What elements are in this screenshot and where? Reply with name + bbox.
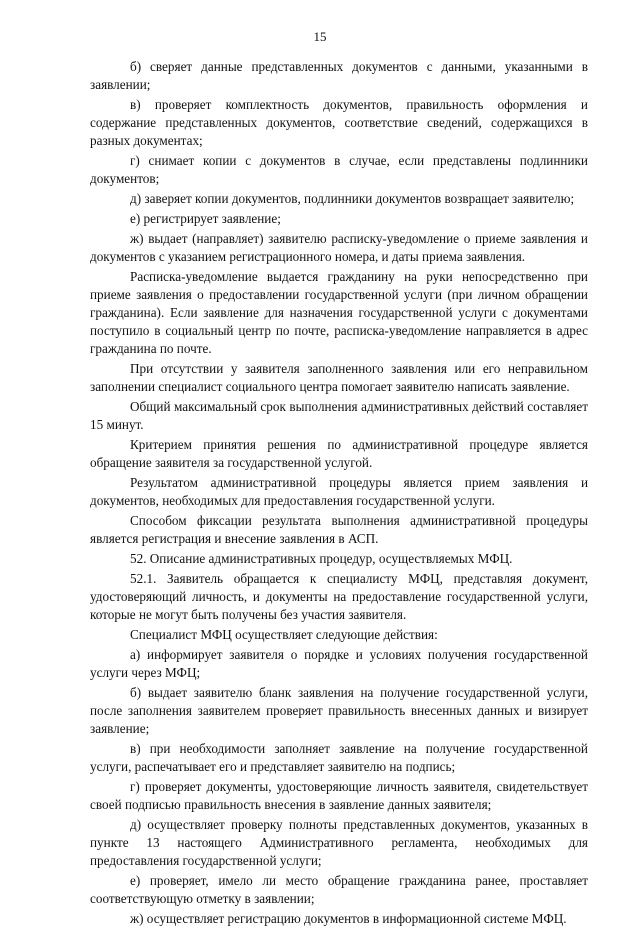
page-number: 15: [313, 29, 327, 44]
paragraph: е) регистрирует заявление;: [130, 211, 281, 226]
document-body: [90, 58, 588, 930]
paragraph: Общий максимальный срок выполнения административных действий составляет 15 минут.: [90, 399, 588, 432]
paragraph: д) заверяет копии документов, подлинники документов возвращает заявителю;: [130, 191, 575, 206]
paragraph: в) при необходимости заполняет заявление на получение государственной услуги, распечатывает его и представляет заявителю на подпись;: [90, 741, 588, 774]
paragraph: Критерием принятия решения по административной процедуре является обращение заявителя за государственной услугой.: [90, 437, 588, 470]
paragraph: 52. Описание административных процедур, осуществляемых МФЦ.: [130, 551, 513, 566]
paragraph: г) проверяет документы, удостоверяющие личность заявителя, свидетельствует своей подписью правильность внесения в заявление данных заявителя;: [90, 779, 588, 812]
paragraph: Способом фиксации результата выполнения административной процедуры является регистрация и внесение заявления в АСП.: [90, 513, 588, 546]
paragraph: е) проверяет, имело ли место обращение гражданина ранее, проставляет соответствующую отметку в заявлении;: [90, 873, 588, 906]
paragraph: Расписка-уведомление выдается гражданину на руки непосредственно при приеме заявления о предоставлении государственной услуги (при личном обращении гражданина). Если заявление для назначения государственной услуги с документами поступило в социальный центр по почте, расписка-уведомление направляется в адрес гражданина по почте.: [90, 269, 588, 356]
paragraph: д) осуществляет проверку полноты представленных документов, указанных в пункте 13 настоящего Административного регламента, необходимых для предоставления государственной услуги;: [90, 817, 588, 868]
paragraph: в) проверяет комплектность документов, правильность оформления и содержание представленных документов, соответствие сведений, содержащихся в разных документах;: [90, 97, 588, 148]
paragraph: ж) осуществляет регистрацию документов в информационной системе МФЦ.: [130, 911, 567, 926]
paragraph: Специалист МФЦ осуществляет следующие действия:: [130, 627, 438, 642]
paragraph: б) выдает заявителю бланк заявления на получение государственной услуги, после заполнения заявителем проверяет правильность внесенных данных и визирует заявление;: [90, 685, 588, 736]
paragraph: б) сверяет данные представленных документов с данными, указанными в заявлении;: [90, 59, 588, 92]
paragraph: ж) выдает (направляет) заявителю расписку-уведомление о приеме заявления и документов с указанием регистрационного номера, и даты приема заявления.: [90, 231, 588, 264]
paragraph: а) информирует заявителя о порядке и условиях получения государственной услуги через МФЦ;: [90, 647, 588, 680]
paragraph: Результатом административной процедуры является прием заявления и документов, необходимых для предоставления государственной услуги.: [90, 475, 588, 508]
paragraph: г) снимает копии с документов в случае, если представлены подлинники документов;: [90, 153, 588, 186]
paragraph: При отсутствии у заявителя заполненного заявления или его неправильном заполнении специалист социального центра помогает заявителю написать заявление.: [90, 361, 588, 394]
paragraph: 52.1. Заявитель обращается к специалисту МФЦ, представляя документ, удостоверяющий личность, и документы на предоставление государственной услуги, которые не могут быть получены без участия заявителя.: [90, 571, 588, 622]
